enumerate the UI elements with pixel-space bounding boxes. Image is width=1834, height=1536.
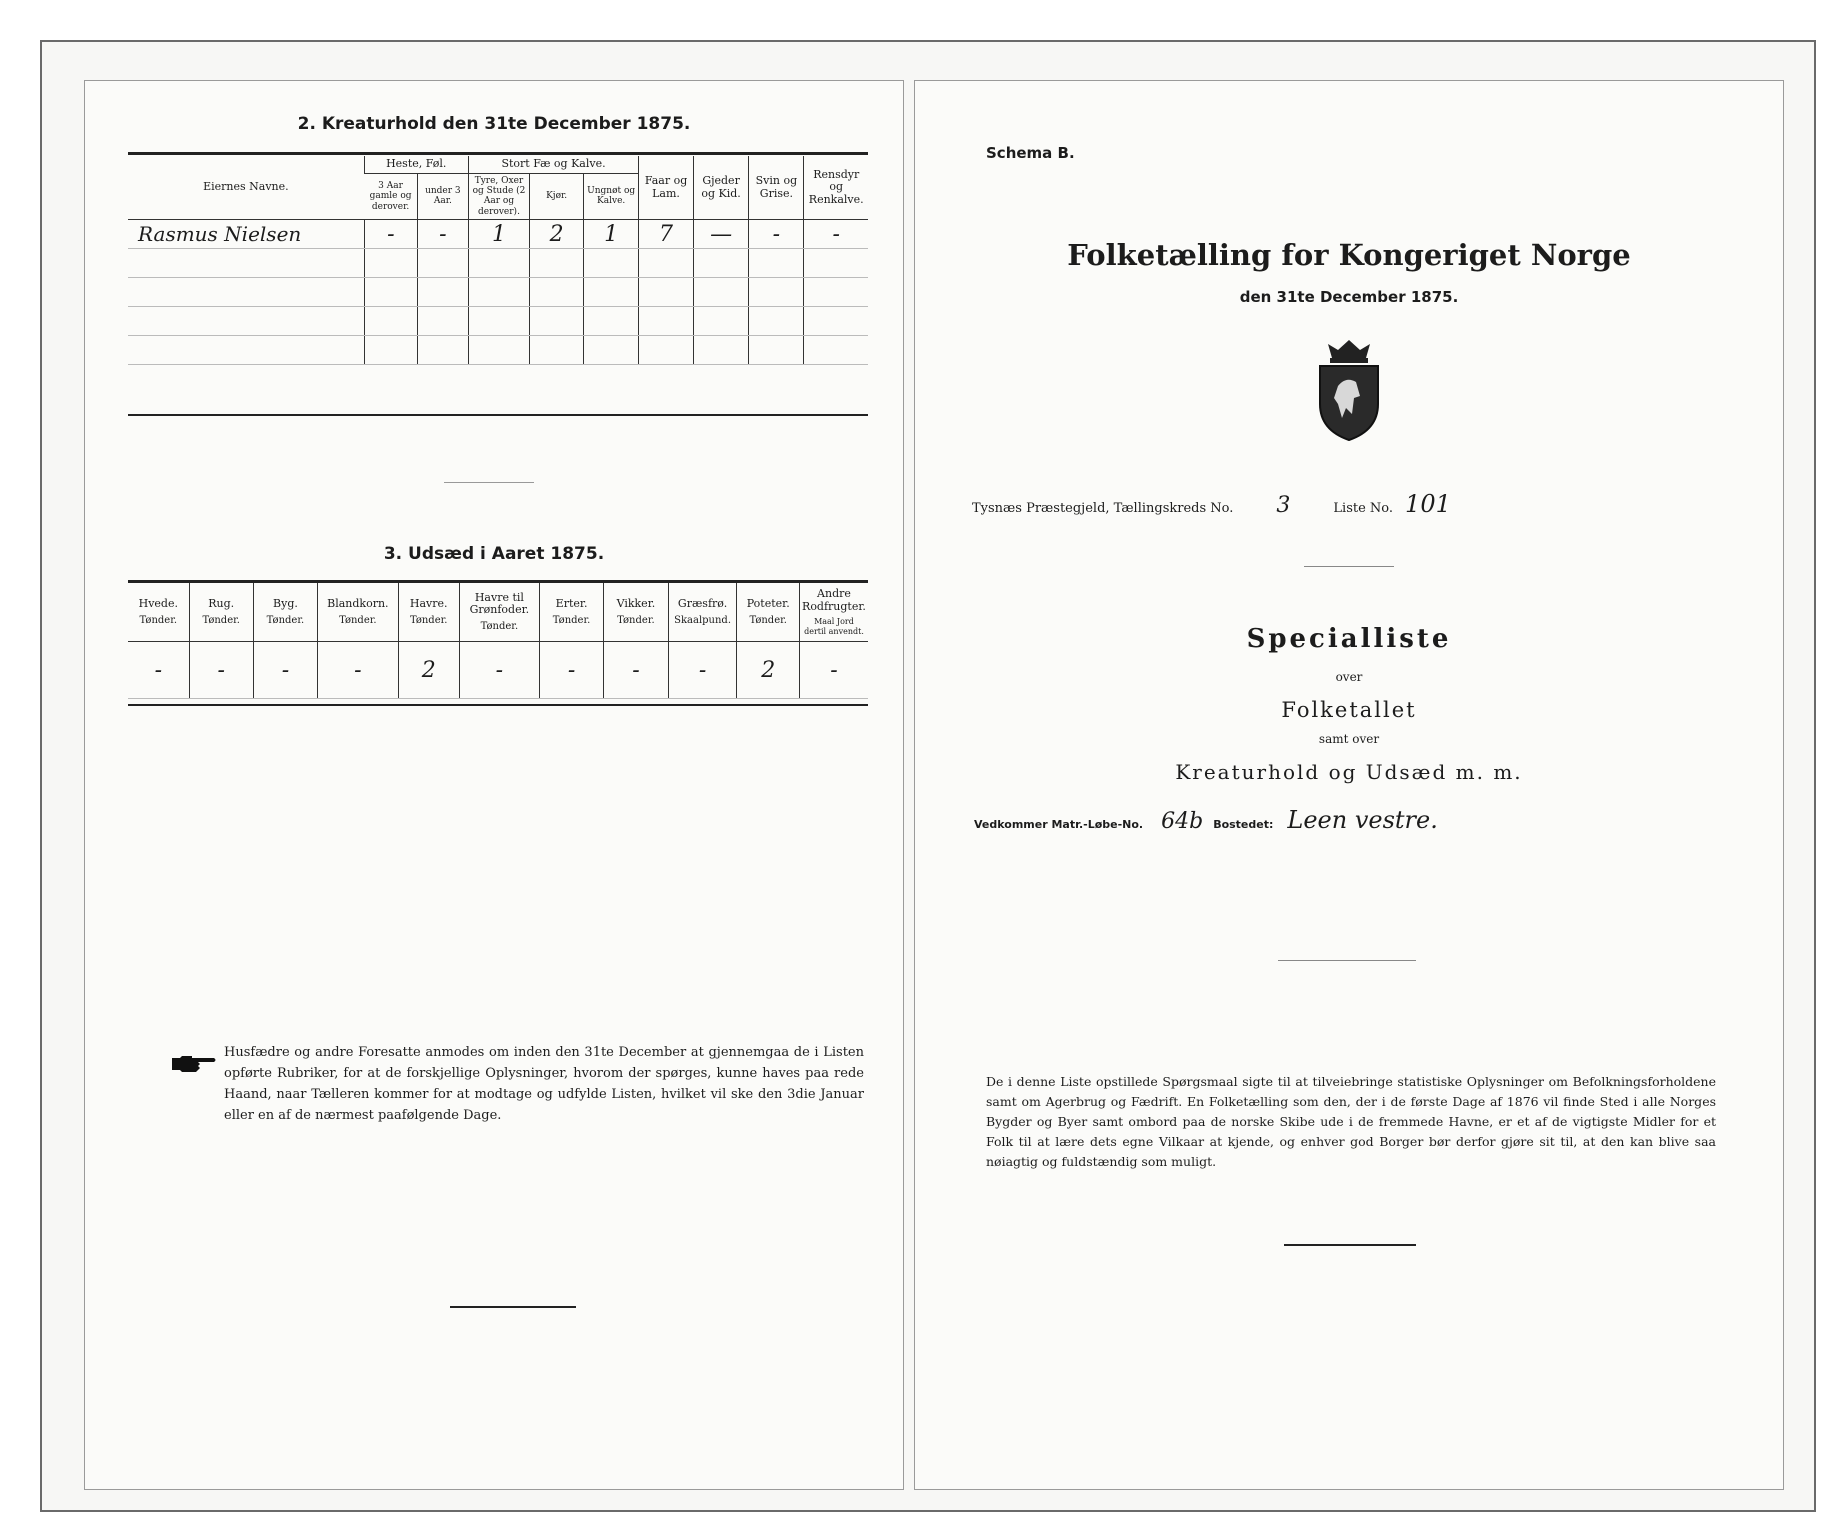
seed-header	[737, 583, 799, 642]
sheep-header: Faar og Lam.	[639, 156, 694, 220]
sheep-cell: 7	[639, 220, 694, 249]
divider	[1304, 566, 1394, 567]
seed-value-cell: -	[459, 642, 539, 699]
seed-header-name: Havre til Grønfoder.	[469, 590, 530, 617]
goats-header: Gjeder og Kid.	[693, 156, 749, 220]
seed-header	[459, 583, 539, 642]
end-rule	[1284, 1244, 1416, 1246]
seed-header-name: Andre Rodfrugter.	[802, 587, 866, 613]
horses-3plus-header: 3 Aar gamle og derover.	[364, 173, 417, 219]
livestock-table	[128, 156, 868, 365]
table-row	[128, 307, 868, 336]
seed-header	[604, 583, 668, 642]
page-subtitle: den 31te December 1875.	[1239, 288, 1459, 306]
seed-header-unit: Tønder.	[139, 614, 178, 626]
seed-header	[668, 583, 737, 642]
seed-header	[398, 583, 459, 642]
seed-header-unit: Tønder.	[480, 620, 519, 632]
horses-under3-cell: -	[417, 220, 468, 249]
list-label: Liste No.	[1333, 501, 1394, 516]
seed-header-unit: Maal Jord dertil anvendt.	[804, 617, 864, 636]
seed-value-cell: 2	[398, 642, 459, 699]
seed-value-cell: -	[799, 642, 868, 699]
seed-header-unit: Tønder.	[409, 614, 448, 626]
livestock-bottom-rule	[128, 414, 868, 416]
table-row	[128, 336, 868, 365]
seed-header-unit: Tønder.	[617, 614, 655, 626]
explanatory-note: De i denne Liste opstillede Spørgsmaal sigte til at tilveiebringe statistiske Oplysninger om Befolkningsforholdene samt om Agerbrug og Fædrift. En Folketælling som den, der i de første Dage af 1876 vil finde Sted i alle Norges Bygder og Byer samt ombord paa de norske Skibe ude i de fremmede Havne, er et af de vigtigste Midler for et Folk til at lære dets egne Vilkaar at kjende, og enhver god Borger bør derfor gjøre sit til, at den kan blive saa nøiagtig og fuldstændig som muligt.	[986, 1074, 1716, 1169]
seed-header-name: Hvede.	[138, 596, 178, 610]
right-page	[914, 80, 1784, 1490]
seed-table	[128, 583, 868, 699]
table-row	[128, 278, 868, 307]
seed-header-name: Vikker.	[616, 596, 656, 610]
seed-value-cell: -	[128, 642, 189, 699]
seed-header	[189, 583, 253, 642]
top-rule	[128, 152, 868, 155]
owner-name: Rasmus Nielsen	[128, 220, 364, 249]
seed-header-name: Græsfrø.	[677, 596, 728, 610]
page-title: Folketælling for Kongeriget Norge	[1067, 238, 1631, 272]
reindeer-cell: -	[804, 220, 868, 249]
young-cattle-cell: 1	[584, 220, 639, 249]
seed-value-cell: -	[604, 642, 668, 699]
end-rule	[450, 1306, 576, 1308]
folketallet-label: Folketallet	[1281, 698, 1417, 722]
owner-header: Eiernes Navne.	[128, 156, 364, 220]
table-row	[128, 642, 868, 699]
seed-value-cell: -	[668, 642, 737, 699]
seed-header-unit: Skaalpund.	[674, 614, 732, 626]
seed-header-name: Byg.	[273, 596, 298, 610]
bulls-header: Tyre, Oxer og Stude (2 Aar og derover).	[468, 173, 529, 219]
schema-label: Schema B.	[986, 144, 1075, 162]
table-row	[128, 220, 868, 249]
matr-number: 64b	[1161, 809, 1204, 834]
list-number: 101	[1405, 490, 1451, 518]
parish: Tysnæs	[972, 501, 1022, 516]
samt-over-label: samt over	[1318, 732, 1380, 746]
pigs-header: Svin og Grise.	[749, 156, 804, 220]
seed-value-cell: -	[539, 642, 603, 699]
seed-header	[799, 583, 868, 642]
seed-header-unit: Tønder.	[552, 614, 591, 626]
horses-3plus-cell: -	[364, 220, 417, 249]
seed-header-unit: Tønder.	[339, 614, 377, 626]
table-row	[128, 249, 868, 278]
reindeer-header: Rensdyr og Renkalve.	[804, 156, 868, 220]
seed-title: 3. Udsæd i Aaret 1875.	[383, 544, 605, 564]
seed-header	[539, 583, 603, 642]
seed-value-cell: -	[189, 642, 253, 699]
divider	[1278, 960, 1416, 961]
seed-header-unit: Tønder.	[202, 614, 240, 626]
cattle-group-header: Stort Fæ og Kalve.	[468, 156, 638, 173]
seed-header-name: Poteter.	[746, 596, 790, 610]
bulls-cell: 1	[468, 220, 529, 249]
cows-cell: 2	[530, 220, 584, 249]
seed-header-name: Rug.	[208, 596, 235, 610]
parish-label: Præstegjeld,	[1026, 501, 1110, 516]
seed-header	[128, 583, 189, 642]
seed-header	[318, 583, 399, 642]
seed-value-cell: -	[318, 642, 399, 699]
pointing-hand-icon	[170, 1052, 218, 1078]
seed-header-name: Havre.	[409, 596, 448, 610]
pigs-cell: -	[749, 220, 804, 249]
seed-header-unit: Tønder.	[749, 614, 787, 626]
seed-value-cell: 2	[737, 642, 799, 699]
coat-of-arms-icon	[1312, 338, 1386, 442]
cows-header: Kjør.	[530, 173, 584, 219]
seed-header	[253, 583, 317, 642]
bosted-value: Leen vestre.	[1287, 806, 1438, 834]
seed-bottom-rule	[128, 704, 868, 706]
location-line	[972, 490, 1732, 518]
property-line	[974, 806, 1734, 834]
young-cattle-header: Ungnøt og Kalve.	[584, 173, 639, 219]
divider	[444, 482, 534, 483]
district-number: 3	[1276, 493, 1291, 518]
bosted-label: Bostedet:	[1213, 818, 1274, 831]
matr-label: Vedkommer Matr.-Løbe-No.	[974, 818, 1144, 831]
seed-header-name: Blandkorn.	[327, 596, 389, 610]
seed-header-name: Erter.	[555, 596, 588, 610]
footnote: Husfædre og andre Foresatte anmodes om inden den 31te December at gjennemgaa de i Listen opførte Rubriker, for at de forskjellige Oplysninger, hvorom der spørges, kunne haves paa rede Haand, naar Tælleren kommer for at modtage og udfylde Listen, hvilket vil ske den 3die Januar eller en af de nærmest paafølgende Dage.	[224, 1045, 864, 1123]
left-page	[84, 80, 904, 1490]
seed-value-cell: -	[253, 642, 317, 699]
over-label: over	[1335, 670, 1363, 684]
seed-header-unit: Tønder.	[266, 614, 305, 626]
kreaturhold-label: Kreaturhold og Udsæd m. m.	[1175, 760, 1523, 784]
specialliste-heading: Specialliste	[1246, 624, 1452, 654]
horses-under3-header: under 3 Aar.	[417, 173, 468, 219]
livestock-title: 2. Kreaturhold den 31te December 1875.	[297, 114, 691, 134]
horses-group-header: Heste, Føl.	[364, 156, 468, 173]
goats-cell: —	[693, 220, 749, 249]
district-label: Tællingskreds No.	[1113, 501, 1234, 516]
